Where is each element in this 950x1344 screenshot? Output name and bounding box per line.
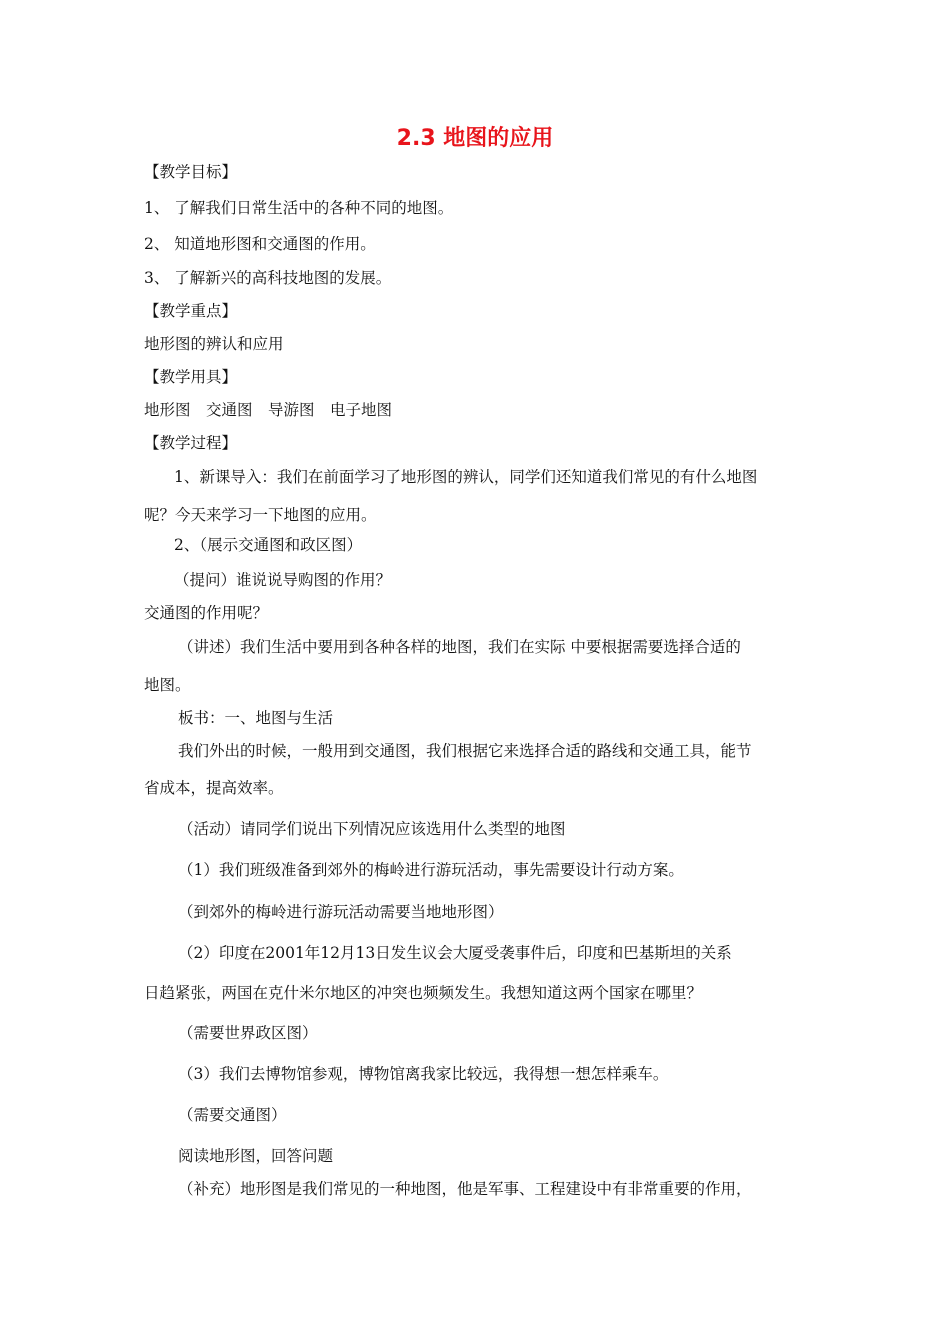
heading-key-points: 【教学重点】 bbox=[144, 302, 238, 320]
process-line: 板书：一、地图与生活 bbox=[178, 709, 334, 727]
process-line: （3）我们去博物馆参观，博物馆离我家比较远，我得想一想怎样乘车。 bbox=[178, 1065, 669, 1083]
process-line: （1）我们班级准备到郊外的梅岭进行游玩活动，事先需要设计行动方案。 bbox=[178, 861, 684, 879]
process-line: 1、新课导入：我们在前面学习了地形图的辨认，同学们还知道我们常见的有什么地图 bbox=[174, 468, 758, 486]
process-line: （活动）请同学们说出下列情况应该选用什么类型的地图 bbox=[178, 820, 566, 838]
process-line: 2、（展示交通图和政区图） bbox=[174, 536, 363, 554]
process-line: 省成本，提高效率。 bbox=[144, 779, 284, 797]
process-line: 日趋紧张，两国在克什米尔地区的冲突也频频发生。我想知道这两个国家在哪里？ bbox=[144, 984, 703, 1002]
process-line: （讲述）我们生活中要用到各种各样的地图，我们在实际 中要根据需要选择合适的 bbox=[178, 638, 741, 656]
process-line: （到郊外的梅岭进行游玩活动需要当地地形图） bbox=[178, 903, 504, 921]
objective-item-2: 2、 知道地形图和交通图的作用。 bbox=[144, 235, 376, 253]
heading-objectives: 【教学目标】 bbox=[144, 163, 238, 181]
process-line: 地图。 bbox=[144, 676, 191, 694]
heading-process: 【教学过程】 bbox=[144, 434, 238, 452]
process-line: 呢？今天来学习一下地图的应用。 bbox=[144, 506, 377, 524]
objective-item-1: 1、 了解我们日常生活中的各种不同的地图。 bbox=[144, 199, 454, 217]
process-line: （需要世界政区图） bbox=[178, 1024, 318, 1042]
heading-tools: 【教学用具】 bbox=[144, 368, 238, 386]
objective-item-3: 3、 了解新兴的高科技地图的发展。 bbox=[144, 269, 392, 287]
process-line: （2）印度在2001年12月13日发生议会大厦受袭事件后，印度和巴基斯坦的关系 bbox=[178, 944, 732, 962]
process-line: 交通图的作用呢？ bbox=[144, 604, 269, 622]
key-points-text: 地形图的辨认和应用 bbox=[144, 335, 284, 353]
page-title: 2.3 地图的应用 bbox=[396, 126, 554, 151]
tools-text: 地形图 交通图 导游图 电子地图 bbox=[144, 401, 393, 419]
process-line: 我们外出的时候，一般用到交通图，我们根据它来选择合适的路线和交通工具，能节 bbox=[178, 742, 752, 760]
process-line: （需要交通图） bbox=[178, 1106, 287, 1124]
process-line: （补充）地形图是我们常见的一种地图，他是军事、工程建设中有非常重要的作用， bbox=[178, 1180, 752, 1198]
process-line: （提问）谁说说导购图的作用？ bbox=[174, 571, 392, 589]
process-line: 阅读地形图，回答问题 bbox=[178, 1147, 334, 1165]
